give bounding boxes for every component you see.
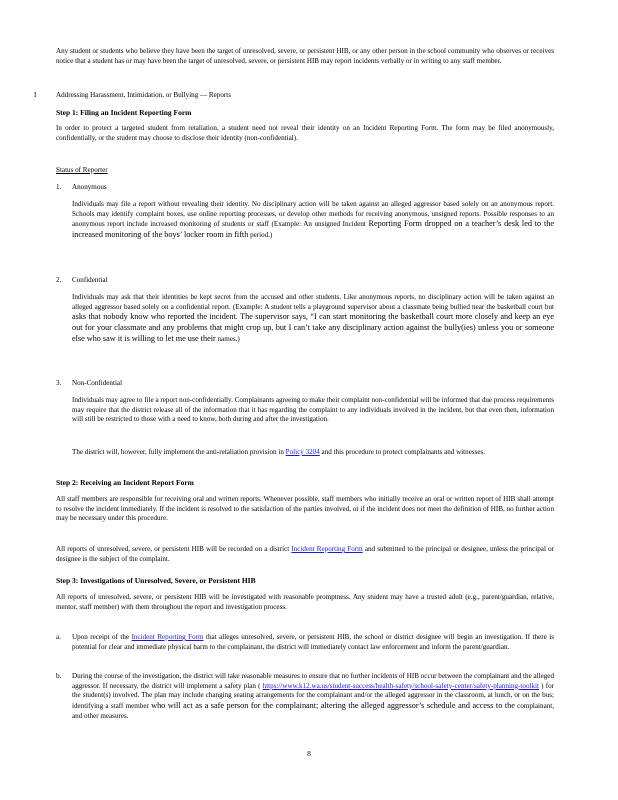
anonymous-example: Reporting Form dropped on a teacher’s desk led to the increased monitoring of the boys’ locker room in fifth [72, 219, 554, 240]
policy-3204-link[interactable]: Policy 3204 [285, 448, 320, 456]
step1-paragraph: In order to protect a targeted student from retaliation, a student need not reveal their identity on an Incident Reporting Form. The form may be filed anonymously, confidentially, or the student may choose to disclose their identity (non-confidential). [56, 124, 554, 142]
item-a-pre: Upon receipt of the [72, 633, 130, 641]
confidential-paragraph [72, 293, 554, 345]
anti-retaliation-end: and this procedure to protect complainants and witnesses. [321, 448, 486, 456]
anonymous-end: period.) [250, 231, 273, 240]
item-letter: a. [56, 633, 61, 641]
item-number: 3. [56, 379, 62, 387]
anti-retaliation-paragraph [72, 448, 554, 458]
item-letter: b. [56, 672, 62, 680]
nonconfidential-paragraph: Individuals may agree to file a report non-confidentially. Complainants agreeing to make their complaint non-confidential will be informed that due process requirements may require that the district release all of the information that it has regarding the complaint to any individuals involved in the incident, but that even then, information will still be restricted to those with a need to know, both during and after the investigation. [72, 396, 554, 424]
safety-planning-toolkit-link[interactable]: https://www.k12.wa.us/student-success/health-safety/school-safety-center/safety-planning-toolkit [262, 681, 539, 690]
item-b-pre: During the course of the investigation, the district will take reasonable measures to ensure that no further incidents of HIB occur between the complainant and the alleged aggressor. If necessary, the district will implement a safety plan ( [72, 672, 554, 690]
step2-paragraph: All staff members are responsible for receiving oral and written reports. Whenever possible, staff members who initially receive an oral or written report of HIB shall attempt to resolve the incident immediately. If the incident is resolved to the satisfaction of the parties involved, or if the incident does not meet the definition of HIB, no further action may be necessary under this procedure. [56, 495, 554, 523]
step2-text-b: and submitted to the principal or designee, unless the principal or designee is the subject of the complaint. [56, 545, 554, 563]
item-b-safe-person: who will act as a safe person for the complainant; altering the alleged aggressor’s schedule and access to the [151, 701, 515, 711]
step2-text-a: All reports of unresolved, severe, or persistent HIB will be recorded on a district [56, 545, 290, 553]
anonymous-paragraph [72, 200, 554, 241]
step3-item-b [72, 672, 554, 722]
item-number: 1. [56, 183, 62, 191]
anonymous-text: Individuals may file a report without revealing their identity. No disciplinary action will be taken against an alleged aggressor based solely on an anonymous report. Schools may identify complaint boxes, use online reporting processes, or develop other methods for receiving anonymous, unsigned reports. Possible responses to an anonymous report include increased monitoring of students or staff (Example: An unsigned Incident [72, 200, 554, 229]
item-label-nonconfidential: Non-Confidential [72, 379, 123, 387]
step1-heading: Step 1: Filing an Incident Reporting Form [56, 108, 192, 117]
item-b-end: complainant, and other measures. [72, 702, 555, 720]
section-numeral: I [34, 91, 37, 99]
anti-retaliation-text: The district will, however, fully implement the anti-retaliation provision in [72, 448, 284, 456]
incident-reporting-form-link[interactable]: Incident Reporting Form [291, 545, 363, 553]
step3-paragraph: All reports of unresolved, severe, or persistent HIB will be investigated with reasonable promptness. Any student may have a trusted adult (e.g., parent/guardian, relative, mentor, staff member) with them throughout the report and investigation process. [56, 593, 554, 611]
section-title: Addressing Harassment, Intimidation, or Bullying — Reports [56, 91, 231, 99]
item-label-anonymous: Anonymous [72, 183, 107, 191]
item-b-post: ) for the student(s) involved. The plan may include changing seating arrangements for the complainant and/or the alleged aggressor in the classroom, at lunch, or on the bus; identifying a staff member [72, 681, 554, 711]
item-number: 2. [56, 276, 62, 284]
step3-item-a [72, 633, 554, 652]
item-label-confidential: Confidential [72, 276, 108, 284]
confidential-text: Individuals may ask that their identities be kept secret from the accused and other students. Like anonymous reports, no disciplinary action will be taken against an alleged aggressor based solely on a confidential report. (Example: A student tells a playground supervisor about a classmate being bullied near the basketball court but [72, 293, 554, 311]
intro-paragraph: Any student or students who believe they have been the target of unresolved, severe, or persistent HIB, or any other person in the school community who observes or receives notice that a student has or may have been the target of unresolved, severe, or persistent HIB may report incidents verbally or in writing to any staff member. [56, 47, 554, 65]
confidential-end: names.) [217, 334, 240, 343]
page-number: 8 [307, 749, 311, 758]
step2-paragraph-2 [56, 545, 554, 564]
confidential-example: asks that nobody know who reported the incident. The supervisor says, “I can start monitoring the basketball court more closely and keep an eye out for your classmate and any problems that might crop up, but I can’t take any disciplinary action against the bully(ies) unless you or someone else who saw it is willing to let me use their [72, 312, 554, 343]
step3-heading: Step 3: Investigations of Unresolved, Severe, or Persistent HIB [56, 576, 256, 585]
incident-reporting-form-link[interactable]: Incident Reporting Form [131, 633, 204, 641]
status-of-reporter-label: Status of Reporter [56, 166, 108, 174]
item-a-post: that alleges unresolved, severe, or persistent HIB, the school or district designee will begin an investigation. If there is potential for clear and immediate physical harm to the complainant, the district will immediately contact law enforcement and inform the parent/guardian. [72, 633, 554, 651]
step2-heading: Step 2: Receiving an Incident Report Form [56, 478, 194, 487]
